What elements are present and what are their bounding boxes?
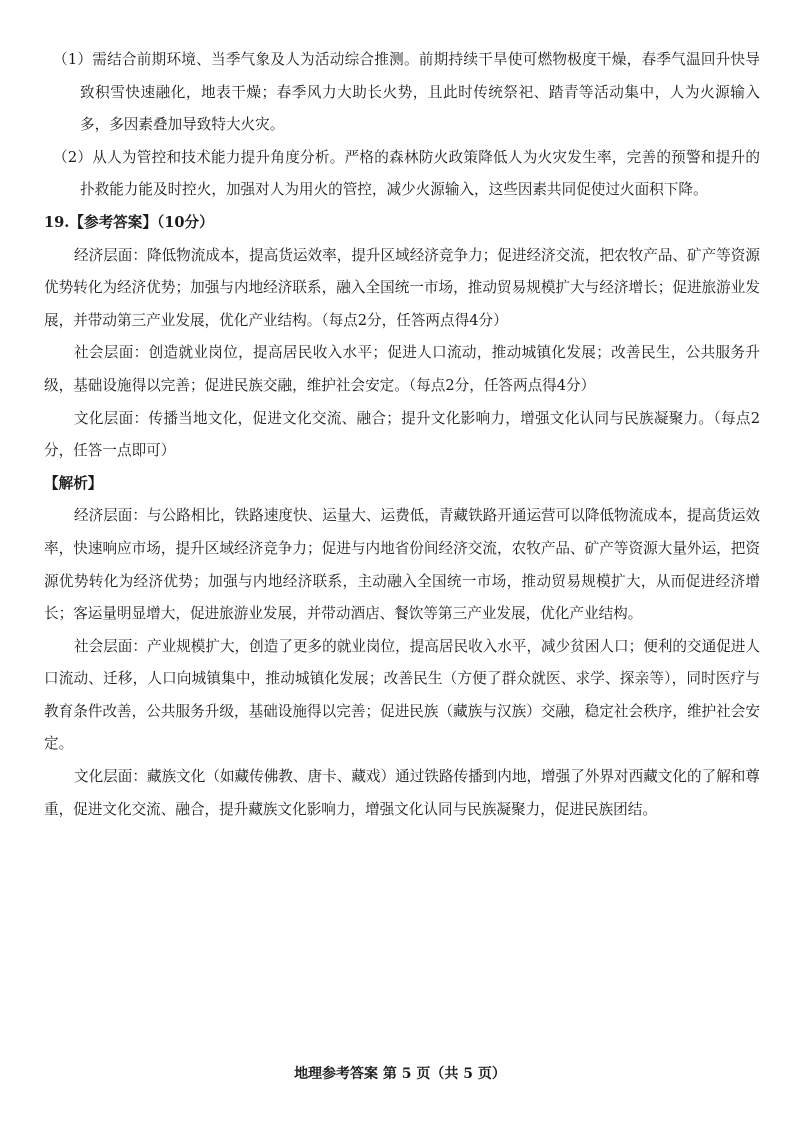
analysis-social: 社会层面：产业规模扩大，创造了更多的就业岗位，提高居民收入水平，减少贫困人口；便利的交通促进人口流动、迁移，人口向城镇集中，推动城镇化发展；改善民生（方便了群众就医、求学、探亲等），同时医疗与教育条件改善，公共服务升级，基础设施得以完善；促进民族（藏族与汉族）交融，稳定社会秩序，维护社会安定。: [44, 637, 760, 753]
question-19-heading: 19.【参考答案】（10分）: [44, 213, 214, 231]
analysis-item-2: （2）从人为管控和技术能力提升角度分析。严格的森林防火政策降低人为火灾发生率，完善的预警和提升的扑救能力能及时控火，加强对人为用火的管控，减少火源输入，这些因素共同促使过火面积下降。: [53, 148, 760, 199]
analysis-economic: 经济层面：与公路相比，铁路速度快、运量大、运费低，青藏铁路开通运营可以降低物流成本，提高货运效率，快速响应市场，提升区域经济竞争力；促进与内地省份间经济交流，农牧产品、矿产等资源大量外运，把资源优势转化为经济优势；加强与内地经济联系，主动融入全国统一市场，推动贸易规模扩大，从而促进经济增长；客运量明显增大，促进旅游业发展，并带动酒店、餐饮等第三产业发展，优化产业结构。: [44, 507, 760, 623]
page-footer: 地理参考答案 第 5 页（共 5 页）: [294, 1066, 506, 1082]
analysis-item-1: （1）需结合前期环境、当季气象及人为活动综合推测。前期持续干旱使可燃物极度干燥，春季气温回升快导致积雪快速融化，地表干燥；春季风力大助长火势，且此时传统祭祀、踏青等活动集中，人为火源输入多，多因素叠加导致特大火灾。: [53, 51, 760, 134]
analysis-cultural: 文化层面：藏族文化（如藏传佛教、唐卡、藏戏）通过铁路传播到内地，增强了外界对西藏文化的了解和尊重，促进文化交流、融合，提升藏族文化影响力，增强文化认同与民族凝聚力，促进民族团结。: [44, 768, 760, 818]
answer-cultural: 文化层面：传播当地文化，促进文化交流、融合；提升文化影响力，增强文化认同与民族凝聚力。（每点2分，任答一点即可）: [44, 409, 760, 460]
page-content: [44, 44, 760, 826]
answer-social: 社会层面：创造就业岗位，提高居民收入水平；促进人口流动，推动城镇化发展；改善民生，公共服务升级，基础设施得以完善；促进民族交融，维护社会安定。（每点2分，任答两点得4分）: [44, 344, 760, 394]
analysis-heading: 【解析】: [44, 474, 103, 492]
answer-economic: 经济层面：降低物流成本，提高货运效率，提升区域经济竞争力；促进经济交流，把农牧产品、矿产等资源优势转化为经济优势；加强与内地经济联系，融入全国统一市场，推动贸易规模扩大与经济增长；促进旅游业发展，并带动第三产业发展，优化产业结构。（每点2分，任答两点得4分）: [44, 246, 760, 329]
